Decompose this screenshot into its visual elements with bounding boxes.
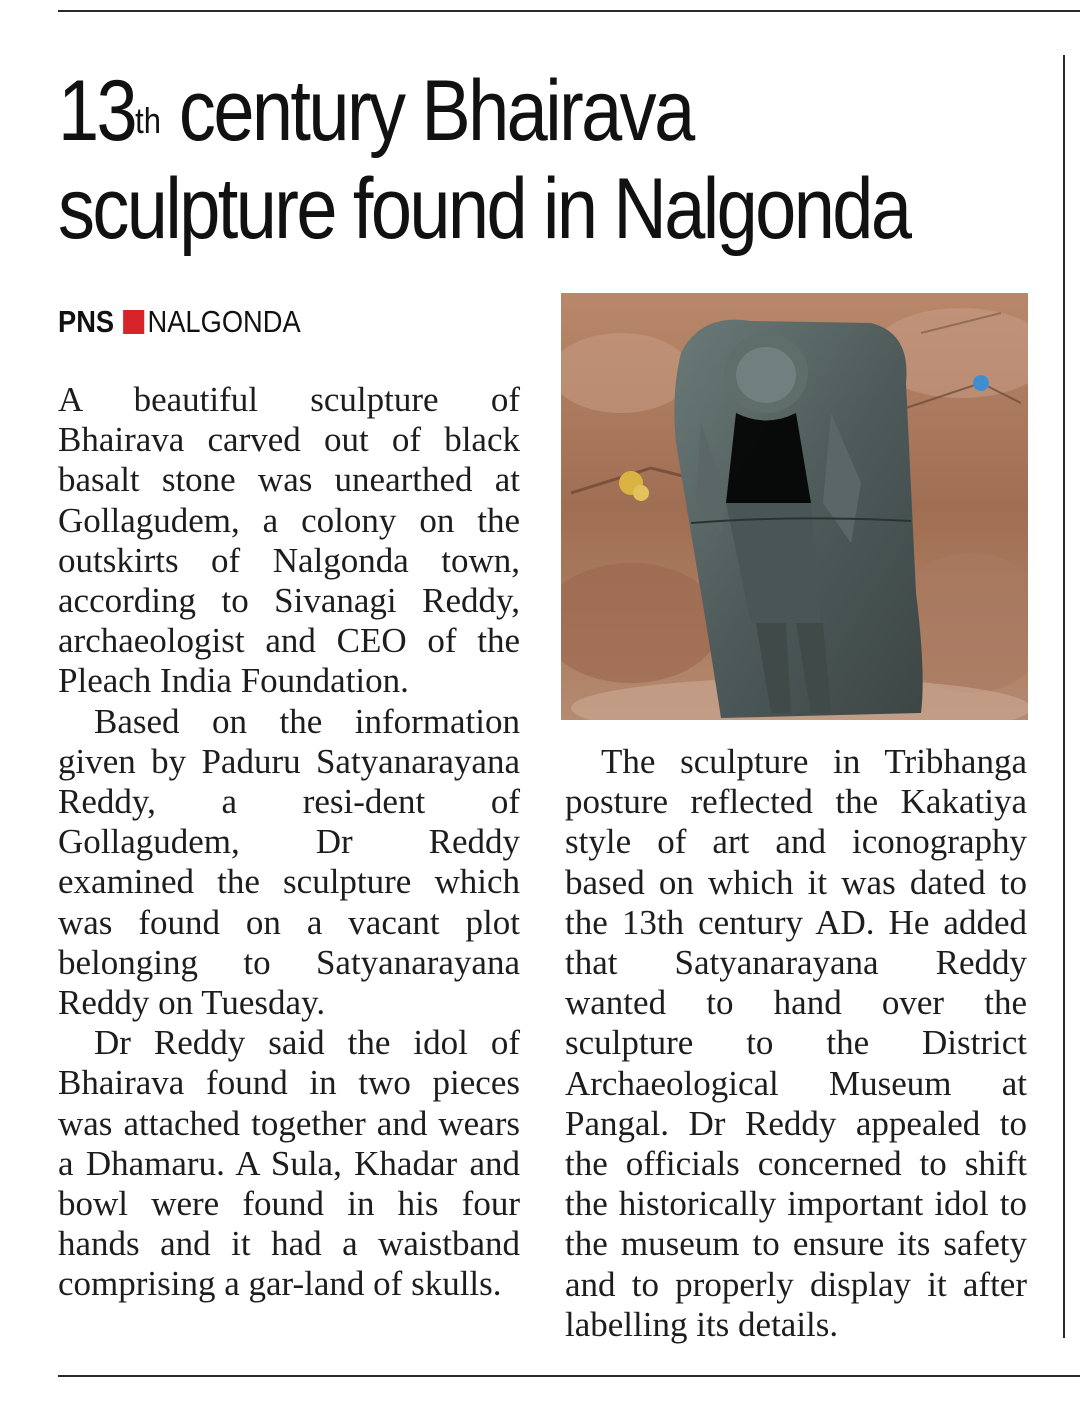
column-rule: [1063, 55, 1065, 1338]
dateline-location: NALGONDA: [147, 304, 301, 339]
article-photo: [561, 293, 1028, 720]
dateline-agency: PNS: [58, 304, 115, 339]
headline-text-1: century Bhairava: [160, 63, 693, 159]
dateline-square-icon: [123, 310, 144, 334]
paragraph-1: A beautiful sculpture of Bhairava carved out of black basalt stone was unearthed at Gollagudem, a colony on the outskirts of Nalgonda town, according to Sivanagi Reddy, archaeologist and CEO of the Pleach India Foundation.: [58, 380, 520, 701]
dateline: [58, 304, 301, 340]
paragraph-4: The sculpture in Tribhanga posture reflected the Kakatiya style of art and iconography based on which it was dated to the 13th century AD. He added that Satyanarayana Reddy wanted to hand over the sculpture to the District Archaeological Museum at Pangal. Dr Reddy appealed to the officials concerned to shift the historically important idol to the museum to ensure its safety and to properly display it after labelling its details.: [565, 742, 1027, 1344]
top-rule: [58, 10, 1080, 12]
headline-line-2: sculpture found in Nalgonda: [58, 161, 910, 257]
paragraph-2: Based on the information given by Paduru Satyanarayana Reddy, a resi-dent of Gollagudem, Dr Reddy examined the sculpture which was found on a vacant plot belonging to Satyanarayana Reddy on Tuesday.: [58, 701, 520, 1023]
sculpture-photo-illustration: [561, 293, 1028, 720]
headline-line-1: [58, 62, 918, 160]
headline: [58, 62, 918, 258]
headline-number: 13: [58, 63, 136, 159]
paragraph-3: Dr Reddy said the idol of Bhairava found in two pieces was attached together and wears a Dhamaru. A Sula, Khadar and bowl were found in his four hands and it had a waistband comprising a gar-land of skulls.: [58, 1023, 520, 1304]
article-column-right: [565, 742, 1027, 1345]
article-column-left: [58, 380, 520, 1305]
bottom-rule: [58, 1375, 1080, 1377]
headline-ordinal: th: [135, 100, 161, 141]
